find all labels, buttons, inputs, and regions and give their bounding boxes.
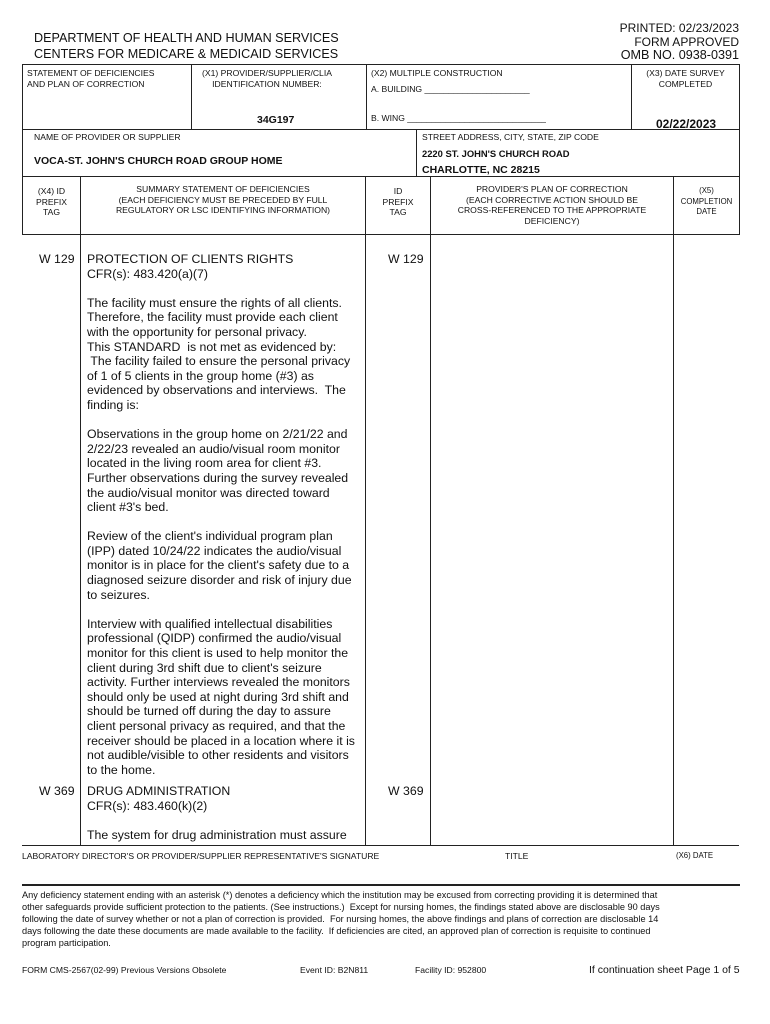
form-number: FORM CMS-2567(02-99) Previous Versions Obsolete bbox=[22, 965, 227, 975]
x5-header: (X5) COMPLETION DATE bbox=[680, 186, 733, 216]
divider bbox=[22, 845, 739, 846]
x2-label: (X2) MULTIPLE CONSTRUCTION bbox=[371, 68, 503, 78]
w369-prefix-tag: W 369 bbox=[39, 784, 75, 798]
divider bbox=[416, 129, 417, 176]
wing-field[interactable]: B. WING _____________________________ bbox=[371, 113, 546, 123]
divider bbox=[366, 64, 367, 129]
divider bbox=[365, 176, 366, 845]
plan-header: PROVIDER'S PLAN OF CORRECTION (EACH CORRECTIVE ACTION SHOULD BE CROSS-REFERENCED TO THE APPROPRIATE DEFICIENCY) bbox=[457, 184, 647, 226]
printed-date: PRINTED: 02/23/2023 bbox=[619, 21, 739, 35]
signature-label: LABORATORY DIRECTOR'S OR PROVIDER/SUPPLIER REPRESENTATIVE'S SIGNATURE bbox=[22, 851, 380, 861]
divider bbox=[22, 176, 739, 177]
provider-id-number: 34G197 bbox=[257, 114, 295, 126]
provider-label: NAME OF PROVIDER OR SUPPLIER bbox=[34, 132, 181, 142]
statement-label: STATEMENT OF DEFICIENCIES AND PLAN OF CORRECTION bbox=[27, 68, 155, 89]
divider bbox=[22, 884, 740, 886]
summary-header: SUMMARY STATEMENT OF DEFICIENCIES (EACH DEFICIENCY MUST BE PRECEDED BY FULL REGULATORY OR LSC IDENTIFYING INFORMATION) bbox=[115, 184, 331, 215]
facility-id: Facility ID: 952800 bbox=[415, 965, 487, 975]
omb-number: OMB NO. 0938-0391 bbox=[620, 48, 739, 62]
event-id: Event ID: B2N811 bbox=[300, 965, 369, 975]
agency-header bbox=[34, 31, 339, 62]
divider bbox=[673, 176, 674, 845]
w129-prefix-tag: W 129 bbox=[39, 252, 75, 266]
address-street: 2220 ST. JOHN'S CHURCH ROAD bbox=[422, 148, 570, 159]
divider bbox=[22, 129, 739, 130]
w369-deficiency-text: DRUG ADMINISTRATION CFR(s): 483.460(k)(2) The system for drug administration must assure bbox=[87, 784, 347, 842]
w129-id-tag: W 129 bbox=[388, 252, 424, 266]
w369-id-tag: W 369 bbox=[388, 784, 424, 798]
department-name: DEPARTMENT OF HEALTH AND HUMAN SERVICES bbox=[34, 31, 339, 45]
w129-deficiency-text: PROTECTION OF CLIENTS RIGHTS CFR(s): 483.420(a)(7) The facility must ensure the rights of all clients. Therefore, the facility must provide each client with the opportunity for personal privacy. This STANDARD is not met as evidenced by: The facility failed to ensure the personal privacy of 1 of 5 clients in the group home (#3) as evidenced by observations and interviews. The finding is: Observations in the group home on 2/21/22 and 2/22/23 revealed an audio/visual room monitor located in the living room area for client #3. Further observations during the survey revealed the audio/visual monitor was directed toward client #3's bed. Review of the client's individual program plan (IPP) dated 10/24/22 indicates the audio/visual monitor is in place for the client's safety due to a diagnosed seizure disorder and risk of injury due to seizures. Interview with qualified intellectual disabilities professional (QIDP) confirmed the audio/visual monitor for this client is used to help monitor the client during 3rd shift due to client's seizure activity. Further interviews revealed the monitors should only be used at night during 3rd shift and should be turned off during the day to assure client personal privacy as required, and that the receiver should be placed in a location where it is not audible/visible to other residents and visitors to the home. bbox=[87, 252, 355, 777]
title-label: TITLE bbox=[505, 851, 529, 861]
form-meta bbox=[620, 22, 739, 63]
address-city: CHARLOTTE, NC 28215 bbox=[422, 164, 540, 176]
agency-name: CENTERS FOR MEDICARE & MEDICAID SERVICES bbox=[34, 46, 339, 61]
disclaimer-text: Any deficiency statement ending with an asterisk (*) denotes a deficiency which the institution may be excused from correcting providing it is determined that other safeguards provide sufficient protection to the patients. (See instructions.) Except for nursing homes, the findings stated above are disclosable 90 days following the date of survey whether or not a plan of correction is provided. For nursing homes, the above findings and plans of correction are disclosable 14 days following the date these documents are made available to the facility. If deficiencies are cited, an approved plan of correction is requisite to continued program participation. bbox=[22, 890, 660, 948]
divider bbox=[22, 234, 739, 235]
building-field[interactable]: A. BUILDING ______________________ bbox=[371, 84, 530, 94]
divider bbox=[739, 64, 740, 235]
x3-label: (X3) DATE SURVEY COMPLETED bbox=[646, 68, 725, 89]
form-approved-label: FORM APPROVED bbox=[634, 34, 739, 49]
x4-header: (X4) ID PREFIX TAG bbox=[35, 186, 68, 217]
divider bbox=[80, 176, 81, 845]
page-continuation: If continuation sheet Page 1 of 5 bbox=[589, 964, 740, 976]
x1-label: (X1) PROVIDER/SUPPLIER/CLIA IDENTIFICATION NUMBER: bbox=[202, 68, 332, 89]
id-header: ID PREFIX TAG bbox=[382, 186, 414, 217]
provider-name: VOCA-ST. JOHN'S CHURCH ROAD GROUP HOME bbox=[34, 155, 283, 167]
date-label: (X6) DATE bbox=[676, 851, 714, 860]
survey-completed-date: 02/22/2023 bbox=[656, 117, 717, 131]
divider bbox=[430, 176, 431, 845]
address-label: STREET ADDRESS, CITY, STATE, ZIP CODE bbox=[422, 132, 599, 142]
